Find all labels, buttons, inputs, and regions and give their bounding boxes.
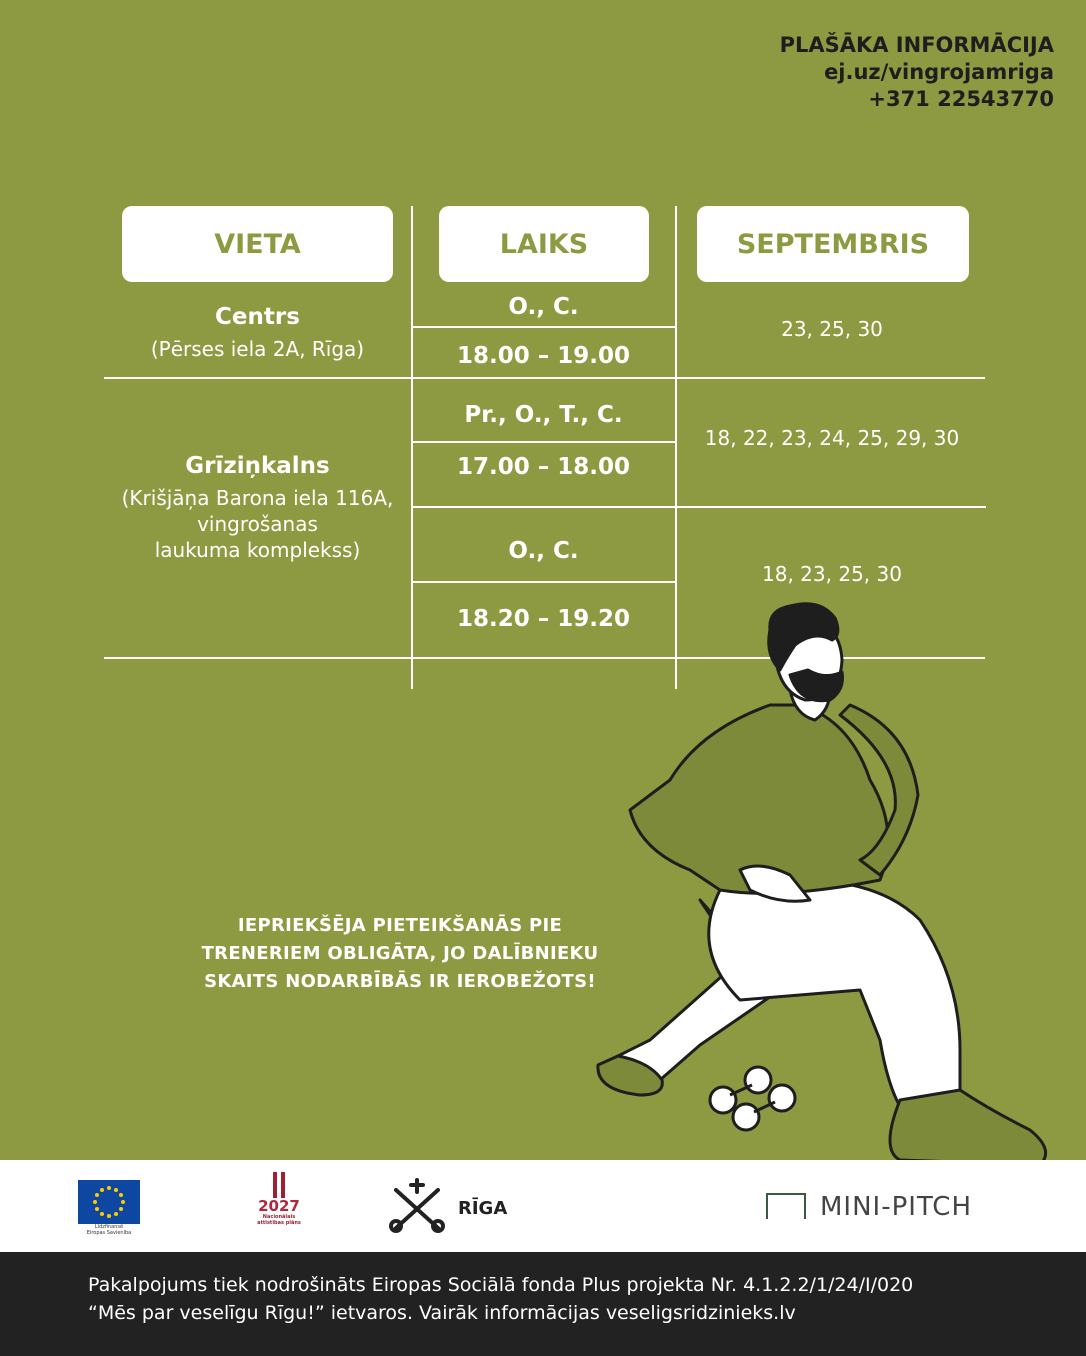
location-address-line1: (Krišjāņa Barona iela 116A, (121, 486, 394, 510)
divider-time-2 (412, 441, 675, 443)
eu-flag-icon (78, 1180, 140, 1224)
eu-caption-line-1: Līdzfinansē (94, 1224, 124, 1230)
info-block (780, 32, 1054, 113)
minipitch-logo-text: MINI-PITCH (820, 1192, 973, 1222)
eu-caption-line-2: Eiropas Savienība (86, 1230, 132, 1236)
info-title: PLAŠĀKA INFORMĀCIJA (779, 33, 1054, 57)
info-url[interactable]: ej.uz/vingrojamriga (824, 60, 1054, 84)
header-vieta: VIETA (122, 206, 393, 282)
days-grizinkalns-2: O., C. (508, 538, 579, 564)
divider-time-3 (412, 581, 675, 583)
header-septembris: SEPTEMBRIS (697, 206, 969, 282)
notice-line-1: IEPRIEKŠĒJA PIETEIKŠANĀS PIE (237, 915, 563, 936)
location-name: Centrs (215, 304, 300, 330)
location-address: (Pērses iela 2A, Rīga) (150, 337, 365, 361)
nap-2027-logo (256, 1172, 302, 1226)
location-address-line2: vingrošanas (197, 512, 318, 536)
footer-line-1: Pakalpojums tiek nodrošināts Eiropas Sociālā fonda Plus projekta Nr. 4.1.2.2/1/24/I/020 (88, 1274, 914, 1296)
days-centrs: O., C. (508, 294, 579, 320)
nap-year: 2027 (258, 1197, 300, 1215)
exercising-man-illustration (580, 600, 1080, 1190)
divider-time-1 (412, 326, 675, 328)
divider-subrow (412, 506, 986, 508)
riga-crossed-keys-icon (386, 1178, 448, 1234)
eu-caption (78, 1224, 140, 1236)
dates-grizinkalns-2: 18, 23, 25, 30 (762, 562, 902, 586)
nap-bars-icon (269, 1172, 289, 1198)
riga-logo-text: RĪGA (458, 1198, 508, 1219)
days-grizinkalns-1: Pr., O., T., C. (464, 402, 623, 428)
location-centrs (104, 304, 411, 362)
location-name: Grīziņkalns (185, 453, 330, 479)
location-address-line3: laukuma komplekss) (154, 538, 361, 562)
minipitch-logo-icon (766, 1193, 806, 1219)
nap-caption-line-1: Nacionālais (262, 1214, 296, 1220)
dates-grizinkalns-1: 18, 22, 23, 24, 25, 29, 30 (704, 426, 960, 450)
location-grizinkalns (104, 453, 411, 563)
nap-caption-line-2: attīstības plāns (257, 1220, 301, 1226)
time-centrs: 18.00 – 19.00 (456, 343, 631, 369)
notice-line-3: SKAITS NODARBĪBĀS IR IEROBEŽOTS! (204, 971, 596, 992)
notice-line-2: TRENERIEM OBLIGĀTA, JO DALĪBNIEKU (201, 943, 599, 964)
header-laiks: LAIKS (439, 206, 649, 282)
time-grizinkalns-1: 17.00 – 18.00 (456, 454, 631, 480)
footer-line-2: “Mēs par veselīgu Rīgu!” ietvaros. Vairāk informācijas veseligsridzinieks.lv (88, 1302, 796, 1324)
info-phone[interactable]: +371 22543770 (868, 87, 1054, 111)
divider-row-1 (104, 377, 985, 379)
footer (0, 1252, 1086, 1356)
time-grizinkalns-2: 18.20 – 19.20 (456, 606, 631, 632)
dates-centrs: 23, 25, 30 (781, 317, 883, 341)
